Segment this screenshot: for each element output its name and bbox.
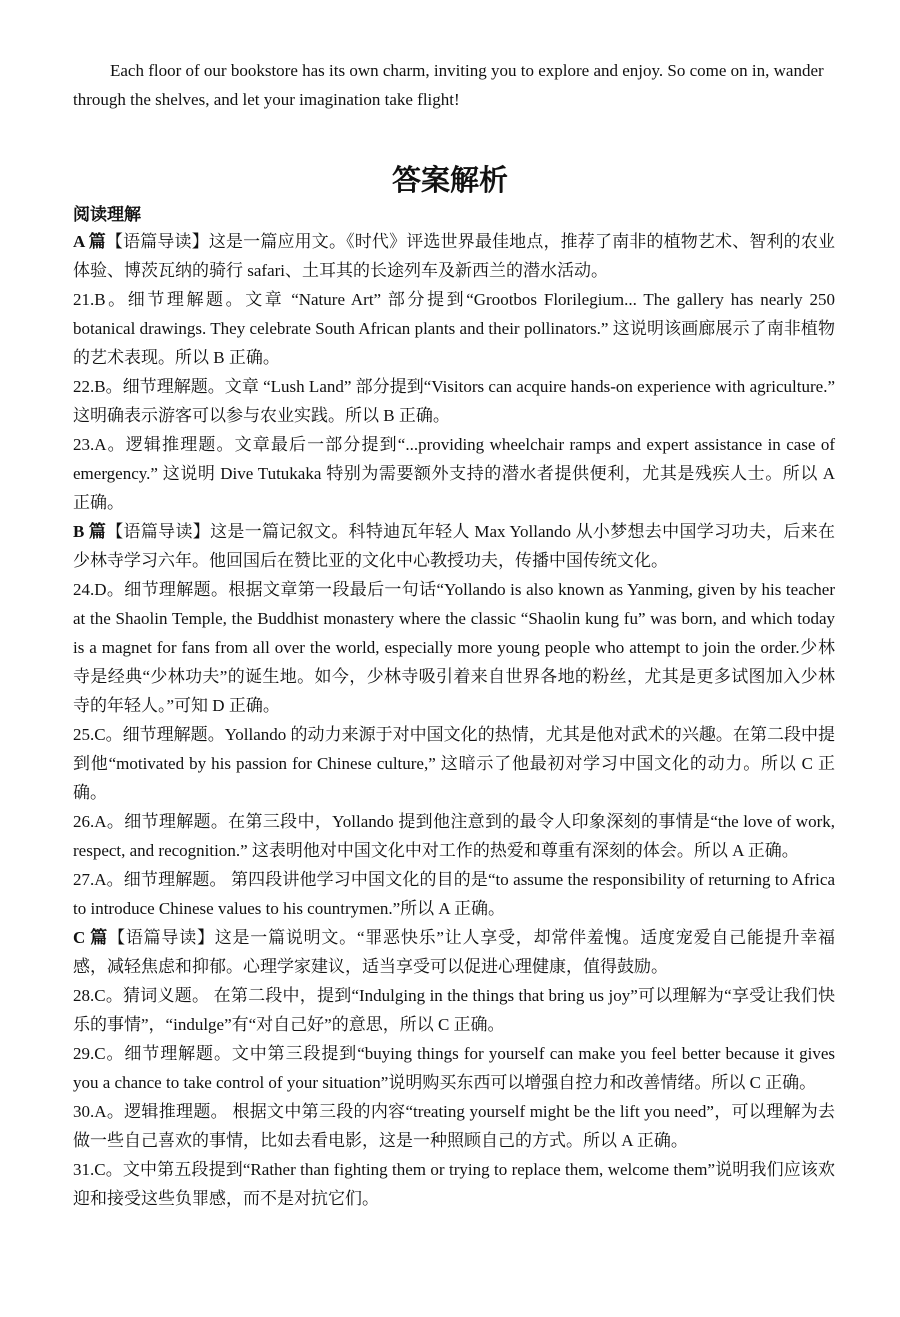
answer-22: [73, 372, 835, 430]
passage-c-intro: [73, 923, 835, 981]
passage-a-intro: [73, 227, 835, 285]
item-text: 28.C。猜词义题。 在第二段中，提到“Indulging in the things that bring us joy”可以理解为“享受让我们快乐的事情”，“indulge”有“对自己好”的意思，所以 C 正确。: [73, 986, 835, 1034]
item-text: 24.D。细节理解题。根据文章第一段最后一句话“Yollando is also known as Yanming, given by his teacher at the Shaolin Temple, the Buddhist monastery where the classic “Shaolin kung fu” was born, and which today is a magnet for fans from all over the world, especially more young people who attempt to join the order.少林寺是经典“少林功夫”的诞生地。如今，少林寺吸引着来自世界各地的粉丝，尤其是更多试图加入少林寺的年轻人。”可知 D 正确。: [73, 580, 835, 715]
item-text: 21.B。细节理解题。文章 “Nature Art” 部分提到“Grootbos Florilegium... The gallery has nearly 250 botanical drawings. They celebrate South African plants and their pollinators.” 这说明该画廊展示了南非植物的艺术表现。所以 B 正确。: [73, 290, 835, 367]
item-text: 23.A。逻辑推理题。文章最后一部分提到“...providing wheelchair ramps and expert assistance in case of emergency.” 这说明 Dive Tutukaka 特别为需要额外支持的潜水者提供便利，尤其是残疾人士。所以 A 正确。: [73, 435, 835, 512]
item-text: 22.B。细节理解题。文章 “Lush Land” 部分提到“Visitors can acquire hands-on experience with agriculture.” 这明确表示游客可以参与农业实践。所以 B 正确。: [73, 377, 835, 425]
answer-23: [73, 430, 835, 517]
answer-30: [73, 1097, 835, 1155]
answer-28: [73, 981, 835, 1039]
item-text: 31.C。文中第五段提到“Rather than fighting them or trying to replace them, welcome them”说明我们应该欢迎和接受这些负罪感，而不是对抗它们。: [73, 1160, 835, 1208]
answer-27: [73, 865, 835, 923]
part-label: B 篇: [73, 522, 107, 541]
answer-25: [73, 720, 835, 807]
answer-29: [73, 1039, 835, 1097]
answer-24: [73, 575, 835, 720]
item-text: 【语篇导读】这是一篇记叙文。科特迪瓦年轻人 Max Yollando 从小梦想去中国学习功夫，后来在少林寺学习六年。他回国后在赞比亚的文化中心教授功夫，传播中国传统文化。: [73, 522, 835, 570]
item-text: 25.C。细节理解题。Yollando 的动力来源于对中国文化的热情，尤其是他对武术的兴趣。在第二段中提到他“motivated by his passion for Chinese culture,” 这暗示了他最初对学习中国文化的动力。所以 C 正确。: [73, 725, 835, 802]
item-text: 【语篇导读】这是一篇应用文。《时代》评选世界最佳地点，推荐了南非的植物艺术、智利的农业体验、博茨瓦纳的骑行 safari、土耳其的长途列车及新西兰的潜水活动。: [73, 232, 835, 280]
item-text: 29.C。细节理解题。文中第三段提到“buying things for yourself can make you feel better because it gives you a chance to take control of your situation”说明购买东西可以增强自控力和改善情绪。所以 C 正确。: [73, 1044, 835, 1092]
item-text: 【语篇导读】这是一篇说明文。“罪恶快乐”让人享受，却常伴羞愧。适度宠爱自己能提升幸福感，减轻焦虑和抑郁。心理学家建议，适当享受可以促进心理健康，值得鼓励。: [73, 928, 836, 976]
page-title: 答案解析: [391, 163, 508, 197]
item-text: 27.A。细节理解题。 第四段讲他学习中国文化的目的是“to assume the responsibility of returning to Africa to introduce Chinese values to his countrymen.”所以 A 正确。: [73, 870, 835, 918]
item-text: 26.A。细节理解题。在第三段中，Yollando 提到他注意到的最令人印象深刻的事情是“the love of work, respect, and recognition.” 这表明他对中国文化中对工作的热爱和尊重有深刻的体会。所以 A 正确。: [73, 812, 835, 860]
intro-paragraph: Each floor of our bookstore has its own charm, inviting you to explore and enjoy. So come on in, wander through the shelves, and let your imagination take flight!: [73, 61, 824, 109]
section-heading: 阅读理解: [73, 205, 141, 224]
answer-list: [73, 227, 835, 1213]
item-text: 30.A。逻辑推理题。 根据文中第三段的内容“treating yourself might be the lift you need”，可以理解为去做一些自己喜欢的事情，比如去看电影，这是一种照顾自己的方式。所以 A 正确。: [73, 1102, 835, 1150]
answer-26: [73, 807, 835, 865]
passage-b-intro: [73, 517, 835, 575]
part-label: A 篇: [73, 232, 106, 251]
part-label: C 篇: [73, 928, 109, 947]
answer-21: [73, 285, 835, 372]
answer-31: [73, 1155, 835, 1213]
